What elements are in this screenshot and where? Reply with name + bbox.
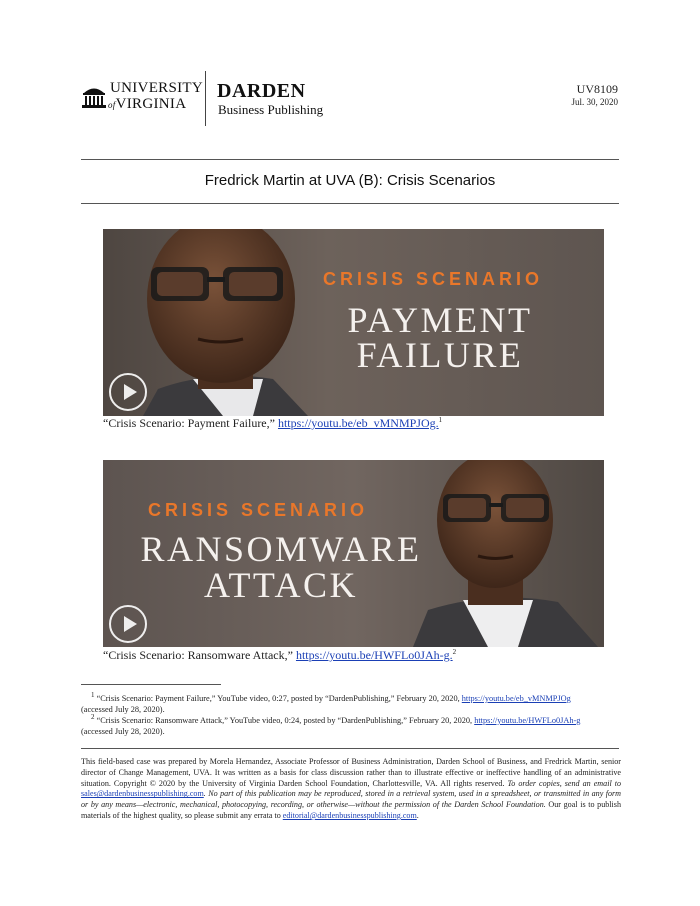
uva-logo: [82, 80, 203, 116]
thumbnail-kicker: CRISIS SCENARIO: [148, 500, 369, 520]
play-icon[interactable]: [109, 605, 147, 643]
footnote-1: $^1$ “Crisis Scenario: Payment Failure,” YouTube video, 0:27, posted by “DardenPublishing,” February 20, 2020, https://youtu.be/eb_vMNMPJOg (accessed July 28, 2020).: [81, 691, 571, 714]
header-rule-bottom: [81, 203, 619, 204]
case-number: UV8109: [576, 82, 618, 96]
header-rule-top: [81, 159, 619, 160]
sales-email-link[interactable]: sales@dardenbusinesspublishing.com: [81, 789, 204, 799]
thumbnail-kicker: CRISIS SCENARIO: [323, 269, 544, 289]
rotunda-icon: [82, 84, 106, 110]
video-caption-1: “Crisis Scenario: Payment Failure,” https://youtu.be/eb_vMNMPJOg.$^1$: [103, 416, 443, 430]
thumbnail-headline-line1: RANSOMWARE: [140, 529, 422, 569]
thumbnail-headline-line2: ATTACK: [203, 565, 359, 605]
thumbnail-headline-line1: PAYMENT: [347, 300, 533, 340]
uva-wordmark-line2: ofVIRGINIA: [108, 96, 187, 112]
errata-email-link[interactable]: editorial@dardenbusinesspublishing.com: [282, 810, 417, 820]
footnote-2: $^2$ “Crisis Scenario: Ransomware Attack,” YouTube video, 0:24, posted by “DardenPublishing,” February 20, 2020, https://youtu.be/HWFLo0JAh-g (accessed July 28, 2020).: [81, 713, 581, 736]
video-link-2[interactable]: https://youtu.be/HWFLo0JAh-g.: [295, 648, 453, 662]
thumbnail-headline-line2: FAILURE: [356, 335, 524, 375]
darden-subtitle: Business Publishing: [218, 102, 324, 117]
video-caption-2: “Crisis Scenario: Ransomware Attack,” https://youtu.be/HWFLo0JAh-g.$^2$: [103, 648, 457, 662]
footnote-ref-2[interactable]: 2: [452, 648, 457, 656]
footnote-2-link[interactable]: https://youtu.be/HWFLo0JAh-g: [474, 716, 581, 725]
case-date: Jul. 30, 2020: [571, 97, 618, 107]
video-thumbnail-payment-failure[interactable]: [103, 229, 604, 416]
video-thumbnail-ransomware-attack[interactable]: [103, 460, 604, 647]
case-disclaimer: This field-based case was prepared by Morela Hernandez, Associate Professor of Business Administration, Darden School of Business, and Fredrick Martin, senior director of Change Management, UVA. It was written as a basis for class discussion rather than to illustrate effective or ineffective handling of an administrative situation. Copyright © 2020 by the University of Virginia Darden School Foundation, Charlottesville, VA. All rights reserved. To order copies, send an email to sales@dardenbusinesspublishing.com. No part of this publication may be reproduced, stored in a retrieval system, used in a spreadsheet, or transmitted in any form or by any means—electronic, mechanical, photocopying, recording, or otherwise—without the permission of the Darden School Foundation. Our goal is to publish materials of the highest quality, so please submit any errata to editorial@dardenbusinesspublishing.com.: [81, 757, 621, 820]
footnote-1-link[interactable]: https://youtu.be/eb_vMNMPJOg: [461, 694, 571, 703]
logo-divider: [205, 71, 206, 126]
video-link-1[interactable]: https://youtu.be/eb_vMNMPJOg.: [277, 416, 439, 430]
footnote-rule: [81, 684, 221, 685]
uva-wordmark-line1: UNIVERSITY: [110, 80, 203, 96]
footer-rule: [81, 748, 619, 749]
darden-wordmark: DARDEN: [217, 80, 306, 102]
play-icon[interactable]: [109, 373, 147, 411]
footnote-ref-1[interactable]: 1: [438, 416, 443, 424]
page-title: Fredrick Martin at UVA (B): Crisis Scenarios: [204, 172, 496, 189]
